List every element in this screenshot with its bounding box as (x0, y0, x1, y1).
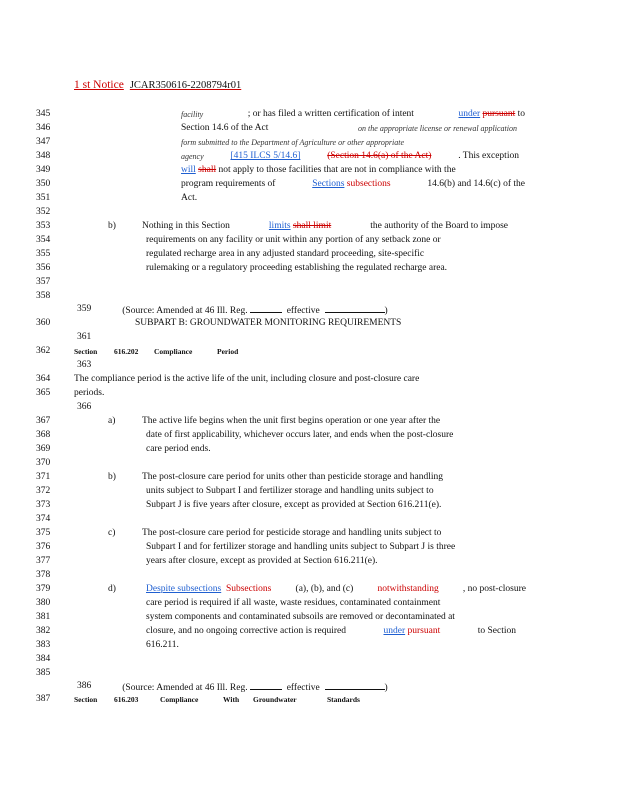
subpart-heading: SUBPART B: GROUNDWATER MONITORING REQUIREMENTS (135, 318, 402, 328)
section-heading-616-202: Section 616.202 Compliance Period (74, 347, 239, 356)
doc-code: JCAR350616-2208794r01 (129, 80, 242, 91)
document-header (74, 79, 241, 91)
document-page: 1 st Notice JCAR350616-2208794r01 345 facility ; or has filed a written certification of intent under pursuant to 346 Section 14.6 of the Act on the appropriate license or renewal application 347 form submitted to the Department of Agriculture or other appropriate 348 agency [415 ILCS 5/14.6] (Section 14.6(a) of the Act) . This exception 349 will shall not apply to those facilities that are not in compliance with the 350 program requirements of Sections subsections 14.6(b) and 14.6(c) of the 351 Act. 352 353 b) Nothing in this Section limits shall limit the authority of the Board to impose 354 requirements on any facility or unit within any portion of any setback zone or 355 regulated recharge area in any adjusted standard proceeding, site-specific 356 rulemaking or a regulatory proceeding establishing the regulated recharge area. 357 358 (Source: Amended at 46 Ill. Reg. effective ) 359 360 SUBPART B: GROUNDWATER MONITORING REQUIREMENTS 361 362 Section 616.202 Compliance Period 363 364 The compliance period is the active life of the unit, including closure and post-closure care 365 periods. 366 367 a) The active life begins when the unit first begins operation or one year after the 368 date of first applicability, whichever occurs later, and ends when the post-closure 369 care period ends. 370 371 b) The post-closure care period for units other than pesticide storage and handling 372 units subject to Subpart I and fertilizer storage and handling units subject to 373 Subpart J is five years after closure, except as provided at Section 616.211(e). 374 375 c) The post-closure care period for pesticide storage and handling units subject to 376 Subpart I and for fertilizer storage and handling units subject to Subpart J is three 377 years after closure, except as provided at Section 616.211(e). 378 379 d) Despite subsections Subsections (a), (b), and (c) notwithstanding , no post-closure 380 care period is required if all waste, waste residues, contaminated containment 381 system components and contaminated subsoils are removed or decontaminated at 382 closure, and no ongoing corrective action is required under pursuant to Section 383 616.211. 384 385 (Source: Amended at 46 Ill. Reg. effective ) 386 387 Section 616.203 Compliance With Groundwater Standards (36, 79, 526, 704)
section-heading-616-203: Section 616.203 Compliance With Groundwater Standards (74, 695, 360, 704)
notice-label: 1 st Notice (74, 79, 124, 91)
